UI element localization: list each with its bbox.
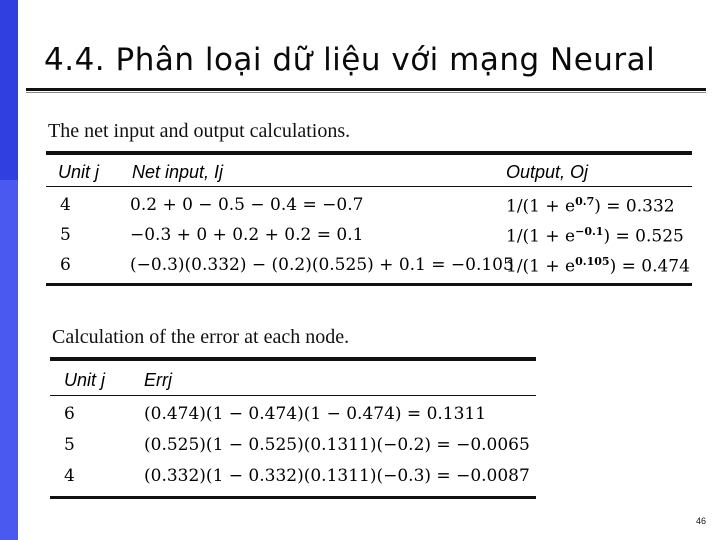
page-number: 46 [695,516,706,526]
table2-row2-unit: 5 [64,435,75,455]
table1-header-output: Output, Oj [506,162,589,182]
table2-header-err: Errj [144,370,172,390]
table2-header-rule [50,395,536,396]
table1-header-unit: Unit j [58,162,100,182]
table2-row3-unit: 4 [64,466,75,486]
table2-header-unit: Unit j [64,370,106,390]
table1-header-rule [46,186,692,187]
table2-row1-err: (0.474)(1 − 0.474)(1 − 0.474) = 0.1311 [144,404,487,424]
table2-bottom-rule [50,496,536,499]
left-accent-shade [0,180,18,540]
table1-header-net-input: Net input, Ij [132,162,224,182]
table1-row1-output: $1/(1 + e^{0.7}) = 0.332$ [506,195,675,217]
slide-title: 4.4. Phân loại dữ liệu với mạng Neural [44,42,656,78]
table1-top-rule [46,151,692,155]
title-underline [26,88,706,91]
left-accent-bar [0,0,18,540]
table1-row3-output: $1/(1 + e^{0.105}) = 0.474$ [506,255,690,277]
table1-row2-output: $1/(1 + e^{-0.1}) = 0.525$ [506,225,684,247]
table1-row1-net-input: 0.2 + 0 − 0.5 − 0.4 = −0.7 [130,195,364,215]
table1-row3-unit: 6 [60,255,71,275]
table1-row2-unit: 5 [60,225,71,245]
table1-row2-net-input: −0.3 + 0 + 0.2 + 0.2 = 0.1 [130,225,364,245]
table2-row2-err: (0.525)(1 − 0.525)(0.1311)(−0.2) = −0.0065 [144,435,530,455]
table2-row1-unit: 6 [64,404,75,424]
table2-top-rule [50,357,536,361]
table2-row3-err: (0.332)(1 − 0.332)(0.1311)(−0.3) = −0.0087 [144,466,530,486]
table1-row3-net-input: (−0.3)(0.332) − (0.2)(0.525) + 0.1 = −0.105 [130,255,514,275]
table1-bottom-rule [46,283,692,286]
table2-caption: Calculation of the error at each node. [52,326,350,348]
table1-caption: The net input and output calculations. [48,120,351,142]
table1-row1-unit: 4 [60,195,71,215]
